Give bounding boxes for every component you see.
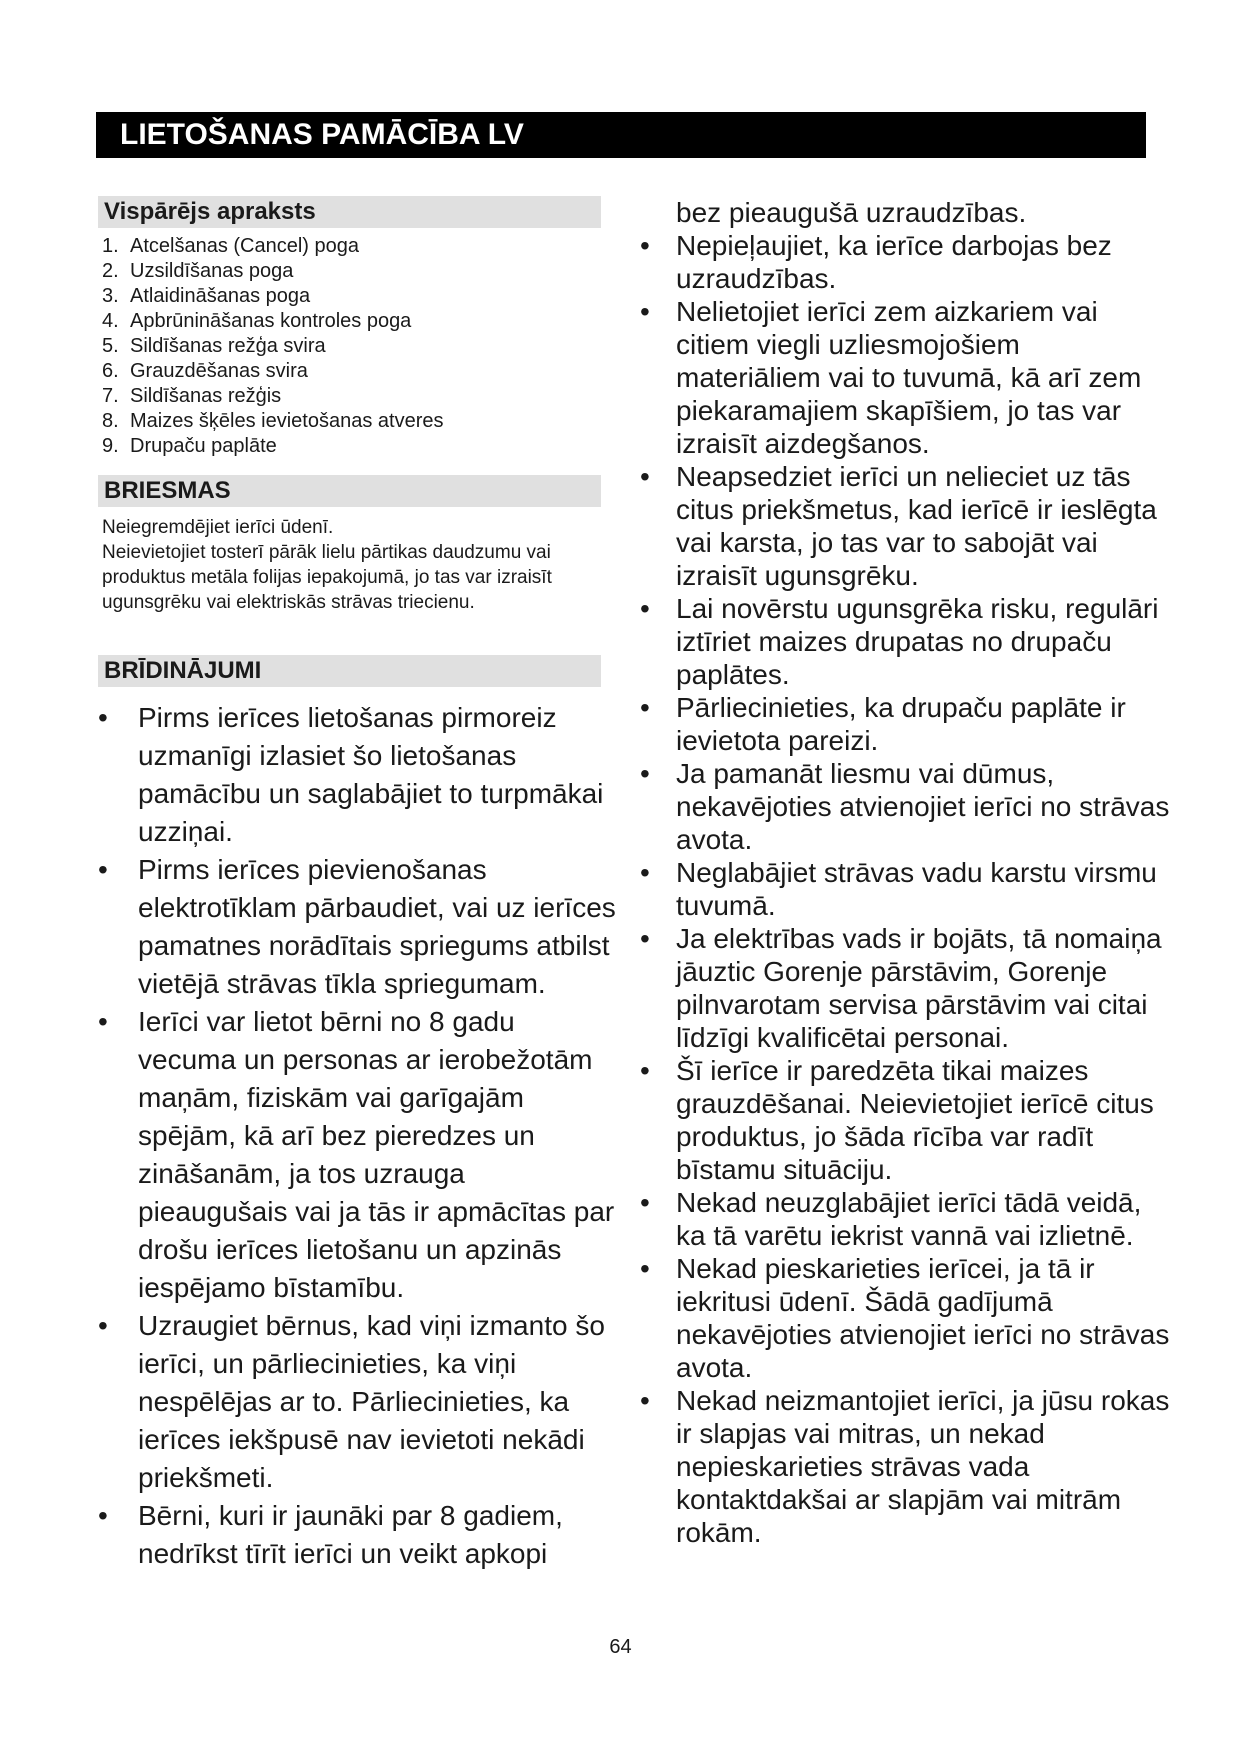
bullet-icon: • — [98, 1310, 108, 1341]
bullet-icon: • — [98, 1006, 108, 1037]
page-title-bar — [96, 112, 1146, 158]
bullet-icon: • — [640, 1187, 650, 1218]
warnings-left-list — [98, 699, 618, 1573]
bullet-icon: • — [640, 857, 650, 888]
list-item: • Nepieļaujiet, ka ierīce darbojas bez uzraudzības. — [640, 230, 1112, 294]
list-item: • Uzraugiet bērnus, kad viņi izmanto šo ierīci, un pārliecinieties, ka viņi nespēlējas ar to. Pārliecinieties, ka ierīces iekšpusē nav ievietoti nekādi priekšmeti. — [98, 1307, 618, 1497]
parts-list — [98, 234, 618, 459]
list-item: • Nekad neuzglabājiet ierīci tādā veidā, ka tā varētu iekrist vannā vai izlietnē. — [640, 1187, 1142, 1251]
list-item: • Neglabājiet strāvas vadu karstu virsmu tuvumā. — [640, 857, 1157, 921]
general-description-heading: Vispārējs apraksts — [98, 196, 601, 228]
list-item: 5. Sildīšanas režģa svira — [102, 335, 326, 357]
danger-heading: BRIESMAS — [98, 475, 601, 507]
page-number: 64 — [609, 1636, 632, 1658]
list-item: • Lai novērstu ugunsgrēka risku, regulāri iztīriet maizes drupatas no drupaču paplātes. — [640, 593, 1159, 690]
bullet-icon: • — [640, 1055, 650, 1086]
list-item: 8. Maizes šķēles ievietošanas atveres — [102, 410, 444, 432]
page-title: LIETOŠANAS PAMĀCĪBA LV — [120, 118, 524, 151]
list-item: • Nekad neizmantojiet ierīci, ja jūsu rokas ir slapjas vai mitras, un nekad nepieskarieties strāvas vada kontaktdakšai ar slapjām vai mitrām rokām. — [640, 1385, 1170, 1548]
danger-text-2: Neievietojiet tosterī pārāk lielu pārtikas daudzumu vai produktus metāla folijas iepakojumā, jo tas var izraisīt ugunsgrēku vai elektriskās strāvas triecienu. — [102, 542, 552, 613]
bullet-icon: • — [98, 1500, 108, 1531]
warnings-heading: BRĪDINĀJUMI — [98, 655, 601, 687]
list-item: • Pirms ierīces lietošanas pirmoreiz uzmanīgi izlasiet šo lietošanas pamācību un saglabājiet to turpmākai uzziņai. — [98, 699, 618, 851]
list-item: • Neapsedziet ierīci un nelieciet uz tās citus priekšmetus, kad ierīcē ir ieslēgta vai karsta, jo tas var to sabojāt vai izraisīt ugunsgrēku. — [640, 461, 1157, 591]
bullet-icon: • — [640, 593, 650, 624]
bullet-icon: • — [98, 702, 108, 733]
list-item: 1. Atcelšanas (Cancel) poga — [102, 235, 360, 257]
bullet-icon: • — [98, 854, 108, 885]
bullet-icon: • — [640, 758, 650, 789]
right-column — [640, 196, 1170, 1549]
list-item: 9. Drupaču paplāte — [102, 435, 277, 457]
list-item: 3. Atlaidināšanas poga — [102, 285, 311, 307]
list-item: • Bērni, kuri ir jaunāki par 8 gadiem, nedrīkst tīrīt ierīci un veikt apkopi — [98, 1497, 618, 1573]
warnings-right-list — [640, 229, 1170, 1549]
bullet-icon: • — [640, 296, 650, 327]
danger-text-1: Neiegremdējiet ierīci ūdenī. — [102, 517, 334, 538]
bullet-icon: • — [640, 1385, 650, 1416]
bullet-icon: • — [640, 230, 650, 261]
list-item: • Ja elektrības vads ir bojāts, tā nomaiņa jāuztic Gorenje pārstāvim, Gorenje pilnvarotam servisa pārstāvim vai citai līdzīgi kvalificētai personai. — [640, 923, 1162, 1053]
bullet-icon: • — [640, 692, 650, 723]
list-item: 2. Uzsildīšanas poga — [102, 260, 294, 282]
list-item: • Nekad pieskarieties ierīcei, ja tā ir iekritusi ūdenī. Šādā gadījumā nekavējoties atvienojiet ierīci no strāvas avota. — [640, 1253, 1170, 1383]
list-item: 4. Apbrūnināšanas kontroles poga — [102, 310, 412, 332]
list-item: • Nelietojiet ierīci zem aizkariem vai citiem viegli uzliesmojošiem materiāliem vai to tuvumā, kā arī zem piekaramajiem skapīšiem, jo tas var izraisīt aizdegšanos. — [640, 296, 1142, 459]
list-item: • Pārliecinieties, ka drupaču paplāte ir ievietota pareizi. — [640, 692, 1126, 756]
list-item: • Šī ierīce ir paredzēta tikai maizes grauzdēšanai. Neievietojiet ierīcē citus produktus, jo šāda rīcība var radīt bīstamu situāciju. — [640, 1055, 1154, 1185]
left-column — [98, 196, 618, 1573]
list-item: • Ierīci var lietot bērni no 8 gadu vecuma un personas ar ierobežotām maņām, fiziskām vai garīgajām spējām, kā arī bez pieredzes un zināšanām, ja tos uzrauga pieaugušais vai ja tās ir apmācītas par drošu ierīces lietošanu un apzinās iespējamo bīstamību. — [98, 1003, 618, 1307]
continued-text: bez pieaugušā uzraudzības. — [676, 197, 1027, 228]
bullet-icon: • — [640, 461, 650, 492]
list-item: 6. Grauzdēšanas svira — [102, 360, 308, 382]
list-item: • Ja pamanāt liesmu vai dūmus, nekavējoties atvienojiet ierīci no strāvas avota. — [640, 758, 1170, 855]
list-item: 7. Sildīšanas režģis — [102, 385, 282, 407]
bullet-icon: • — [640, 1253, 650, 1284]
bullet-icon: • — [640, 923, 650, 954]
list-item: • Pirms ierīces pievienošanas elektrotīklam pārbaudiet, vai uz ierīces pamatnes norādītais spriegums atbilst vietējā strāvas tīkla spriegumam. — [98, 851, 618, 1003]
